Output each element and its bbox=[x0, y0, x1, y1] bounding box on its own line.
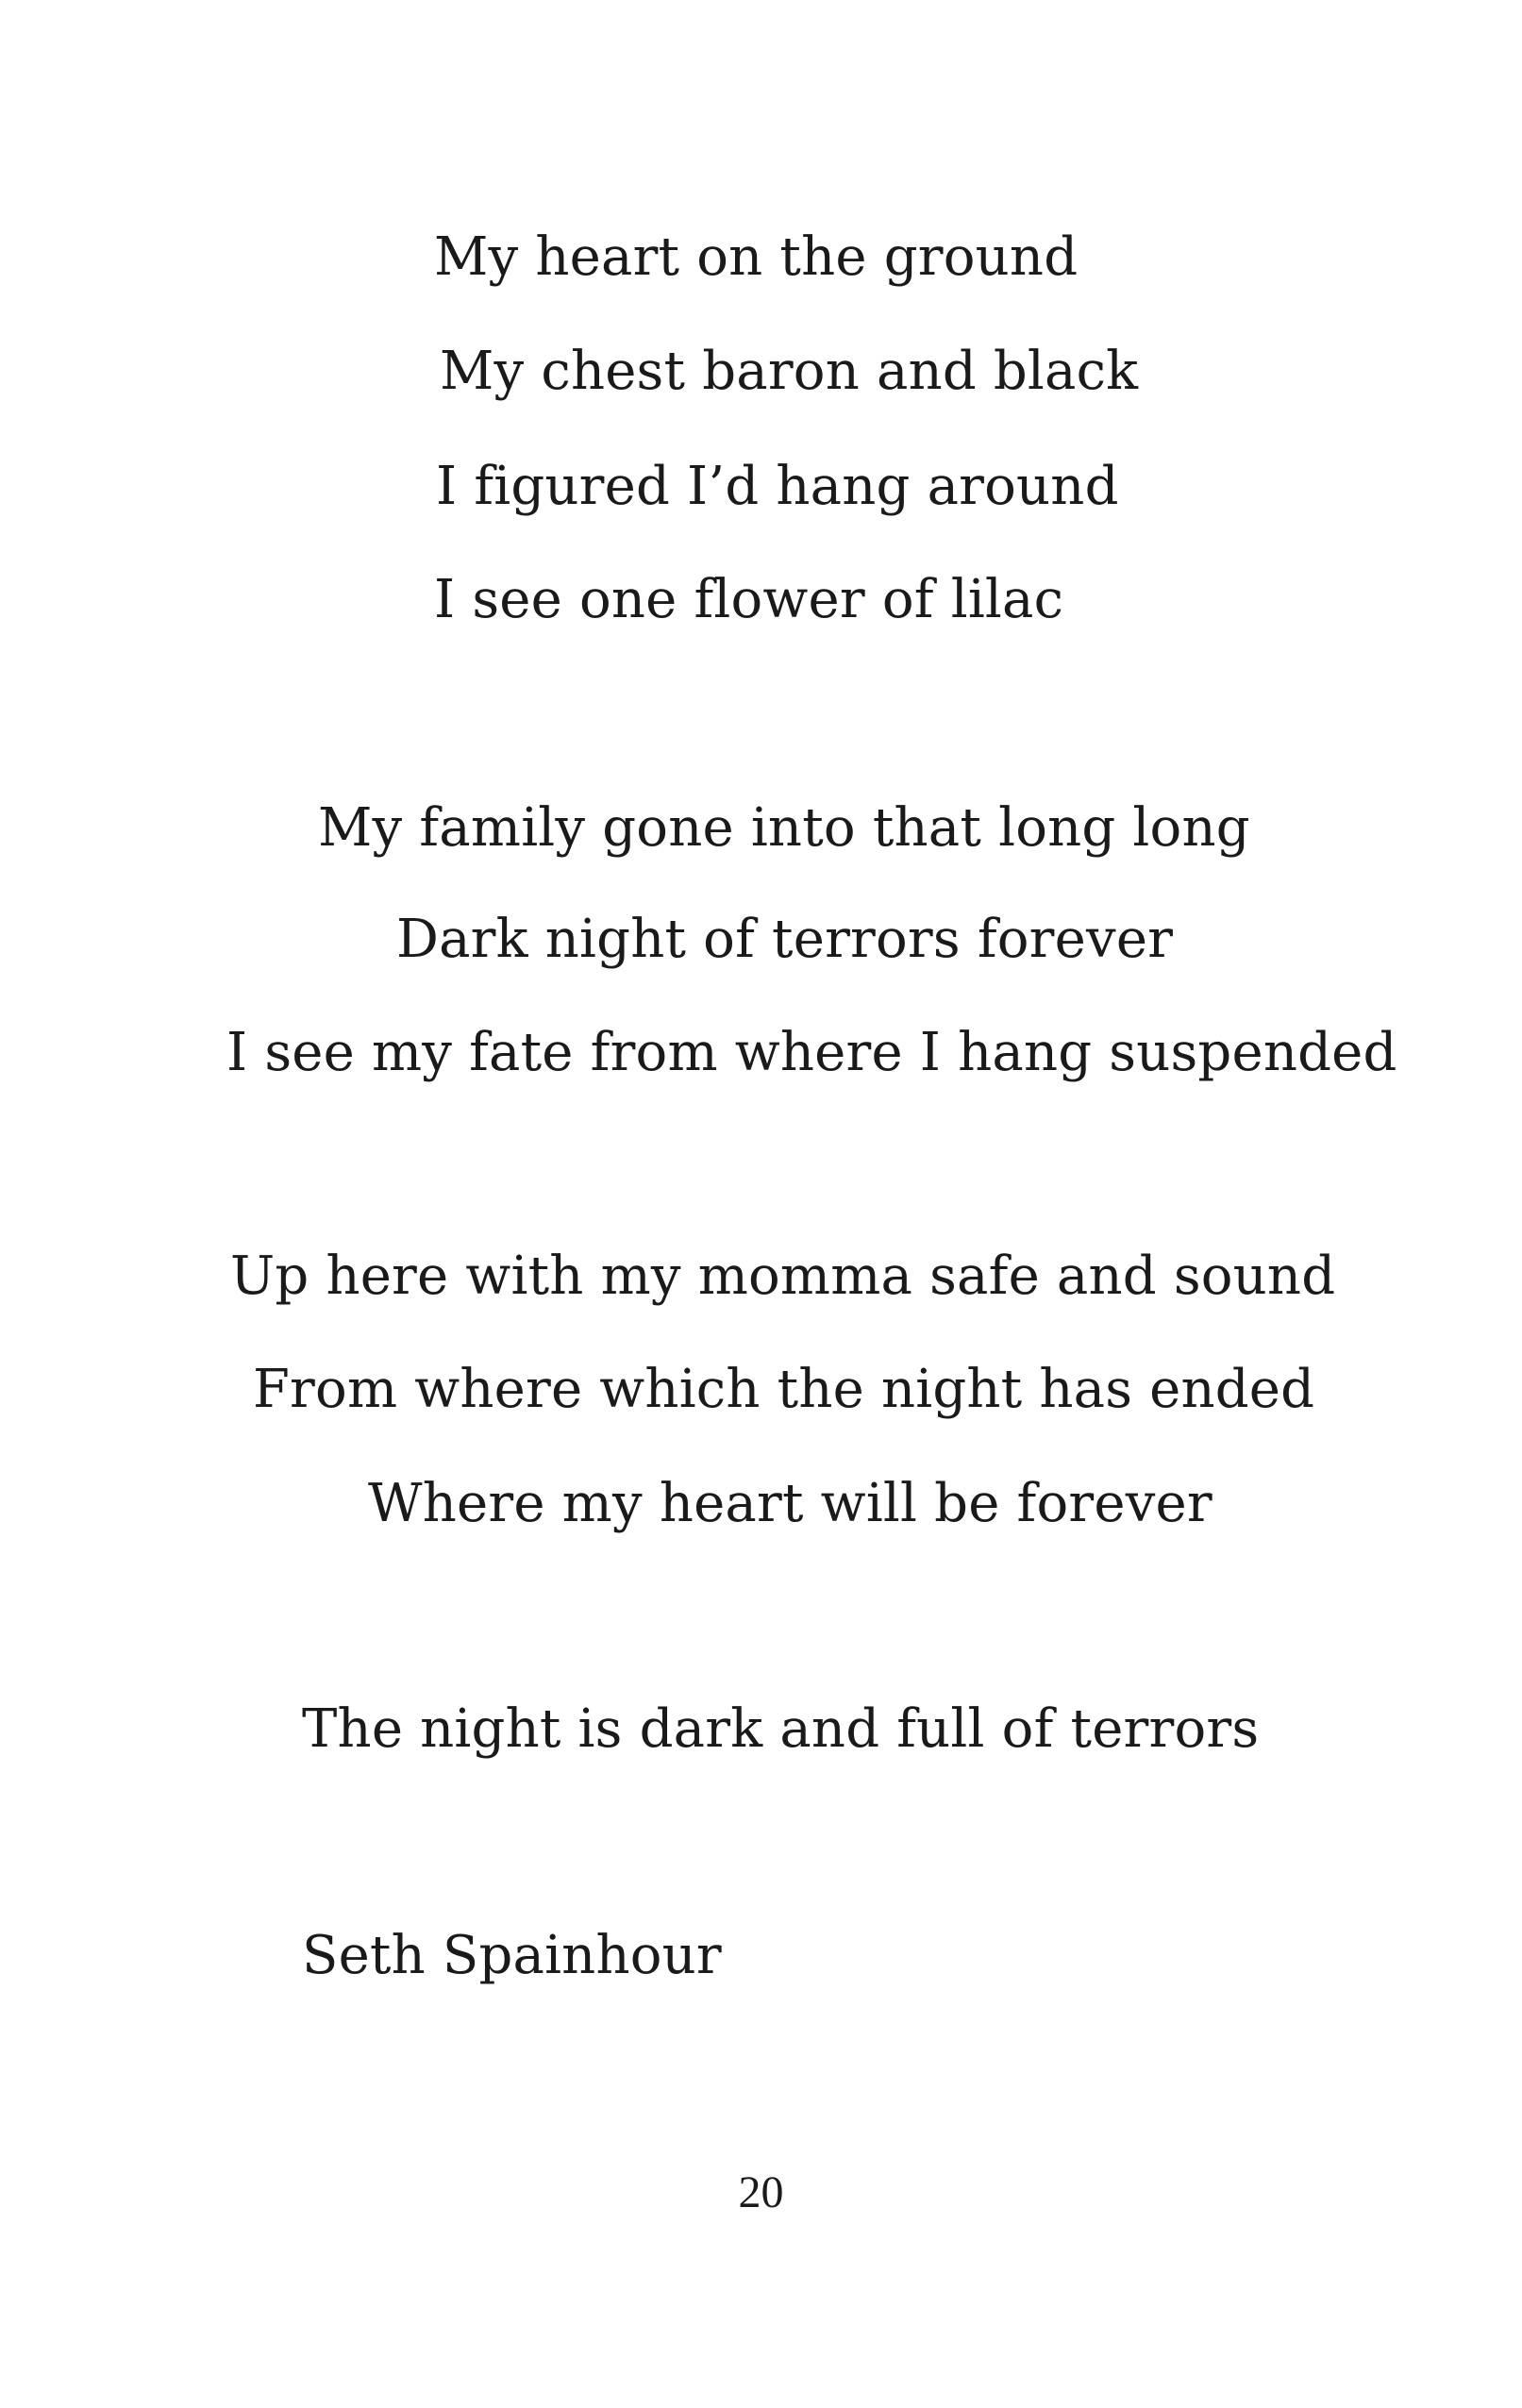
poem-line: I figured I’d hang around bbox=[436, 456, 1119, 517]
author-signature: Seth Spainhour bbox=[302, 1925, 722, 1986]
poem-line: Dark night of terrors forever bbox=[396, 909, 1174, 970]
poem-line: Up here with my momma safe and sound bbox=[230, 1246, 1336, 1307]
poem-line: The night is dark and full of terrors bbox=[302, 1698, 1260, 1760]
poem-line: My chest baron and black bbox=[440, 341, 1139, 402]
poem-line: My family gone into that long long bbox=[318, 797, 1250, 859]
poem-line: From where which the night has ended bbox=[253, 1359, 1315, 1420]
poem-line: Where my heart will be forever bbox=[368, 1473, 1213, 1534]
poem-line: My heart on the ground bbox=[434, 226, 1079, 288]
poem-line: I see my fate from where I hang suspended bbox=[226, 1022, 1397, 1083]
page-number: 20 bbox=[738, 2167, 784, 2217]
poem-line: I see one flower of lilac bbox=[434, 569, 1064, 630]
